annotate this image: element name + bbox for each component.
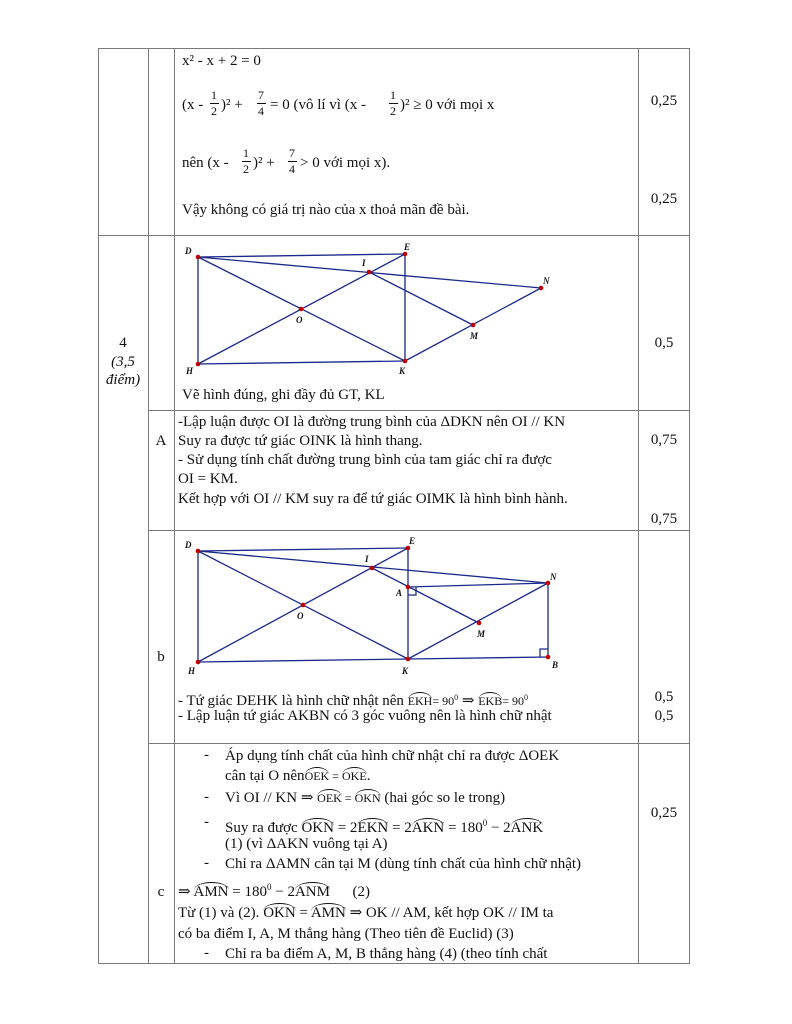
solution-line bbox=[225, 789, 505, 808]
angle-arc: AMN bbox=[310, 905, 346, 921]
row-divider bbox=[148, 530, 690, 531]
label-m: M bbox=[477, 629, 486, 639]
part-label: c bbox=[157, 884, 165, 900]
fraction-numerator: 1 bbox=[390, 88, 396, 102]
solution-line: (1) (vì ΔAKN vuông tại A) bbox=[225, 836, 388, 852]
degree-mark: 0 bbox=[454, 693, 459, 702]
angle-arc: OEK bbox=[304, 769, 330, 783]
segment-de bbox=[198, 254, 405, 257]
fraction-numerator: 7 bbox=[289, 146, 295, 160]
bullet: - bbox=[204, 747, 209, 763]
equation-text: = 0 (vô lí vì (x - bbox=[270, 97, 366, 113]
angle-ekh bbox=[408, 694, 458, 708]
solution-line bbox=[225, 767, 370, 786]
point-b bbox=[546, 655, 551, 660]
label-h: H bbox=[186, 366, 194, 375]
angle-arc: OEK bbox=[317, 791, 342, 805]
solution-line: Chỉ ra ba điểm A, M, B thẳng hàng (4) (theo tính chất bbox=[225, 946, 548, 962]
table-top-border bbox=[98, 48, 690, 49]
fraction-denominator: 4 bbox=[289, 162, 295, 176]
solution-text: Từ (1) và (2). bbox=[178, 905, 260, 921]
question-number: 4 bbox=[119, 335, 127, 351]
angle-arc: AMN bbox=[193, 884, 229, 900]
score: 0,75 bbox=[650, 511, 678, 527]
conclusion-text: Vậy không có giá trị nào của x thoả mãn đề bài. bbox=[182, 202, 470, 218]
fraction-numerator: 1 bbox=[211, 88, 217, 102]
point-o bbox=[301, 603, 306, 608]
label-b: B bbox=[552, 660, 559, 670]
column-divider bbox=[638, 48, 639, 964]
angle-arc: ANM bbox=[294, 884, 330, 900]
bullet: - bbox=[204, 945, 209, 961]
segment-hk bbox=[198, 659, 408, 662]
fraction-denominator: 2 bbox=[390, 104, 396, 118]
label-d: D bbox=[185, 246, 192, 256]
label-h: H bbox=[188, 666, 196, 676]
table-left-border bbox=[98, 48, 99, 964]
answer-table bbox=[98, 48, 690, 964]
row-divider bbox=[98, 235, 690, 236]
angle-arc: EKN bbox=[357, 820, 389, 836]
implies-symbol: ⇒ bbox=[178, 884, 191, 900]
row-divider bbox=[148, 410, 690, 411]
solution-text: Suy ra được bbox=[225, 820, 298, 836]
math-text: = 2 bbox=[388, 820, 412, 836]
angle-arc: AKN bbox=[411, 820, 445, 836]
segment-de bbox=[198, 548, 408, 551]
fraction-denominator: 2 bbox=[211, 104, 217, 118]
solution-text: Vì OI // KN ⇒ bbox=[225, 790, 314, 806]
angle-ekb bbox=[478, 694, 528, 708]
equation-text: nên (x - bbox=[182, 155, 229, 171]
point-i bbox=[367, 270, 372, 275]
solution-line: - Sử dụng tính chất đường trung bình của tam giác chỉ ra được bbox=[178, 452, 552, 468]
angle-arc: EKH bbox=[407, 694, 433, 708]
solution-line: OI = KM. bbox=[178, 471, 238, 487]
equation-text: )² + bbox=[253, 155, 275, 171]
angle-value: = 90 bbox=[502, 694, 524, 708]
row-divider bbox=[148, 743, 690, 744]
score: 0,75 bbox=[650, 432, 678, 448]
label-d: D bbox=[185, 540, 192, 550]
bullet: - bbox=[204, 789, 209, 805]
solution-text: - Tứ giác DEHK là hình chữ nhật nên bbox=[178, 693, 404, 709]
label-m: M bbox=[470, 331, 479, 341]
degree-mark: 0 bbox=[524, 693, 528, 702]
equals-sign: = bbox=[329, 769, 343, 783]
math-text: = 180 bbox=[444, 820, 483, 836]
figure-caption: Vẽ hình đúng, ghi đầy đủ GT, KL bbox=[182, 387, 385, 403]
point-d bbox=[196, 255, 201, 260]
column-divider bbox=[148, 48, 149, 964]
solution-line: Chỉ ra ΔAMN cân tại M (dùng tính chất của hình chữ nhật) bbox=[225, 856, 582, 872]
angle-value: = 90 bbox=[432, 694, 455, 708]
solution-line: Áp dụng tính chất của hình chữ nhật chỉ ra được ΔOEK bbox=[225, 748, 560, 764]
segment-kb bbox=[408, 657, 548, 659]
math-text: = 180 bbox=[228, 884, 267, 900]
point-i bbox=[370, 566, 375, 571]
math-text: − 2 bbox=[271, 884, 295, 900]
segment-an bbox=[408, 583, 548, 587]
point-h bbox=[196, 660, 201, 665]
label-o: O bbox=[297, 611, 304, 621]
label-o: O bbox=[296, 315, 303, 325]
solution-line: có ba điểm I, A, M thẳng hàng (Theo tiên đề Euclid) (3) bbox=[178, 926, 514, 942]
angle-arc: EKB bbox=[478, 694, 503, 708]
equals-sign: = bbox=[341, 791, 355, 805]
angle-arc: OKN bbox=[301, 820, 334, 836]
point-o bbox=[299, 307, 304, 312]
point-n bbox=[539, 286, 544, 291]
part-label: b bbox=[157, 649, 165, 665]
equation-text: )² + bbox=[221, 97, 243, 113]
solution-text: (hai góc so le trong) bbox=[384, 790, 506, 806]
point-d bbox=[196, 549, 201, 554]
degree-mark: 0 bbox=[267, 882, 272, 892]
equation-text: )² ≥ 0 với mọi x bbox=[400, 97, 495, 113]
math-text: − 2 bbox=[487, 820, 511, 836]
solution-text: ⇒ OK // AM, kết hợp OK // IM ta bbox=[345, 905, 554, 921]
score: 0,5 bbox=[654, 335, 674, 351]
fraction-denominator: 2 bbox=[243, 162, 249, 176]
angle-arc: ANK bbox=[510, 820, 544, 836]
score: 0,25 bbox=[650, 191, 678, 207]
equation-text: > 0 với mọi x). bbox=[300, 155, 391, 171]
label-i: I bbox=[365, 554, 369, 564]
label-n: N bbox=[543, 276, 550, 286]
equation-ref: (2) bbox=[352, 884, 370, 900]
math-text: = bbox=[295, 905, 311, 921]
question-points: điểm) bbox=[105, 372, 141, 388]
degree-mark: 0 bbox=[482, 818, 488, 828]
solution-line: - Lập luận tứ giác AKBN có 3 góc vuông nên là hình chữ nhật bbox=[178, 708, 552, 724]
label-e: E bbox=[409, 536, 416, 546]
score: 0,25 bbox=[650, 93, 678, 109]
point-k bbox=[403, 359, 408, 364]
segment-im bbox=[372, 568, 479, 623]
angle-arc: OKN bbox=[354, 791, 381, 805]
solution-text: cân tại O nên bbox=[225, 768, 305, 784]
geometry-figure-2 bbox=[180, 534, 635, 684]
geometry-figure-1 bbox=[180, 240, 635, 375]
point-e bbox=[406, 546, 411, 551]
score: 0,5 bbox=[654, 708, 674, 724]
segment-hk bbox=[198, 361, 405, 364]
point-k bbox=[406, 657, 411, 662]
angle-arc: OKN bbox=[263, 905, 296, 921]
label-k: K bbox=[402, 666, 409, 676]
math-text: = 2 bbox=[333, 820, 358, 836]
solution-line bbox=[178, 904, 553, 923]
point-e bbox=[403, 252, 408, 257]
fraction-numerator: 1 bbox=[243, 146, 249, 160]
equation-text: (x - bbox=[182, 97, 204, 113]
score: 0,25 bbox=[650, 805, 678, 821]
question-points: (3,5 bbox=[111, 354, 135, 370]
point-m bbox=[471, 323, 476, 328]
angle-arc: OKE bbox=[342, 769, 367, 783]
solution-line: -Lập luận được OI là đường trung bình của ΔDKN nên OI // KN bbox=[178, 414, 566, 430]
bullet: - bbox=[204, 855, 209, 871]
table-right-border bbox=[689, 48, 690, 964]
score: 0,5 bbox=[654, 689, 674, 705]
implies-symbol: ⇒ bbox=[461, 693, 475, 709]
solution-line: Kết hợp với OI // KM suy ra để tứ giác OIMK là hình bình hành. bbox=[178, 491, 568, 507]
solution-line bbox=[178, 878, 370, 902]
equation-line: x² - x + 2 = 0 bbox=[182, 53, 261, 69]
label-n: N bbox=[550, 572, 557, 582]
solution-line: Suy ra được tứ giác OINK là hình thang. bbox=[178, 433, 423, 449]
fraction-numerator: 7 bbox=[258, 88, 264, 102]
point-h bbox=[196, 362, 201, 367]
point-m bbox=[477, 621, 482, 626]
label-e: E bbox=[404, 242, 411, 252]
point-a bbox=[406, 585, 411, 590]
solution-text: . bbox=[366, 768, 371, 784]
label-k: K bbox=[399, 366, 406, 375]
column-divider bbox=[174, 48, 175, 964]
bullet: - bbox=[204, 814, 209, 830]
part-label: A bbox=[155, 433, 167, 449]
label-a: A bbox=[396, 588, 403, 598]
fraction-denominator: 4 bbox=[258, 104, 264, 118]
label-i: I bbox=[362, 258, 366, 268]
